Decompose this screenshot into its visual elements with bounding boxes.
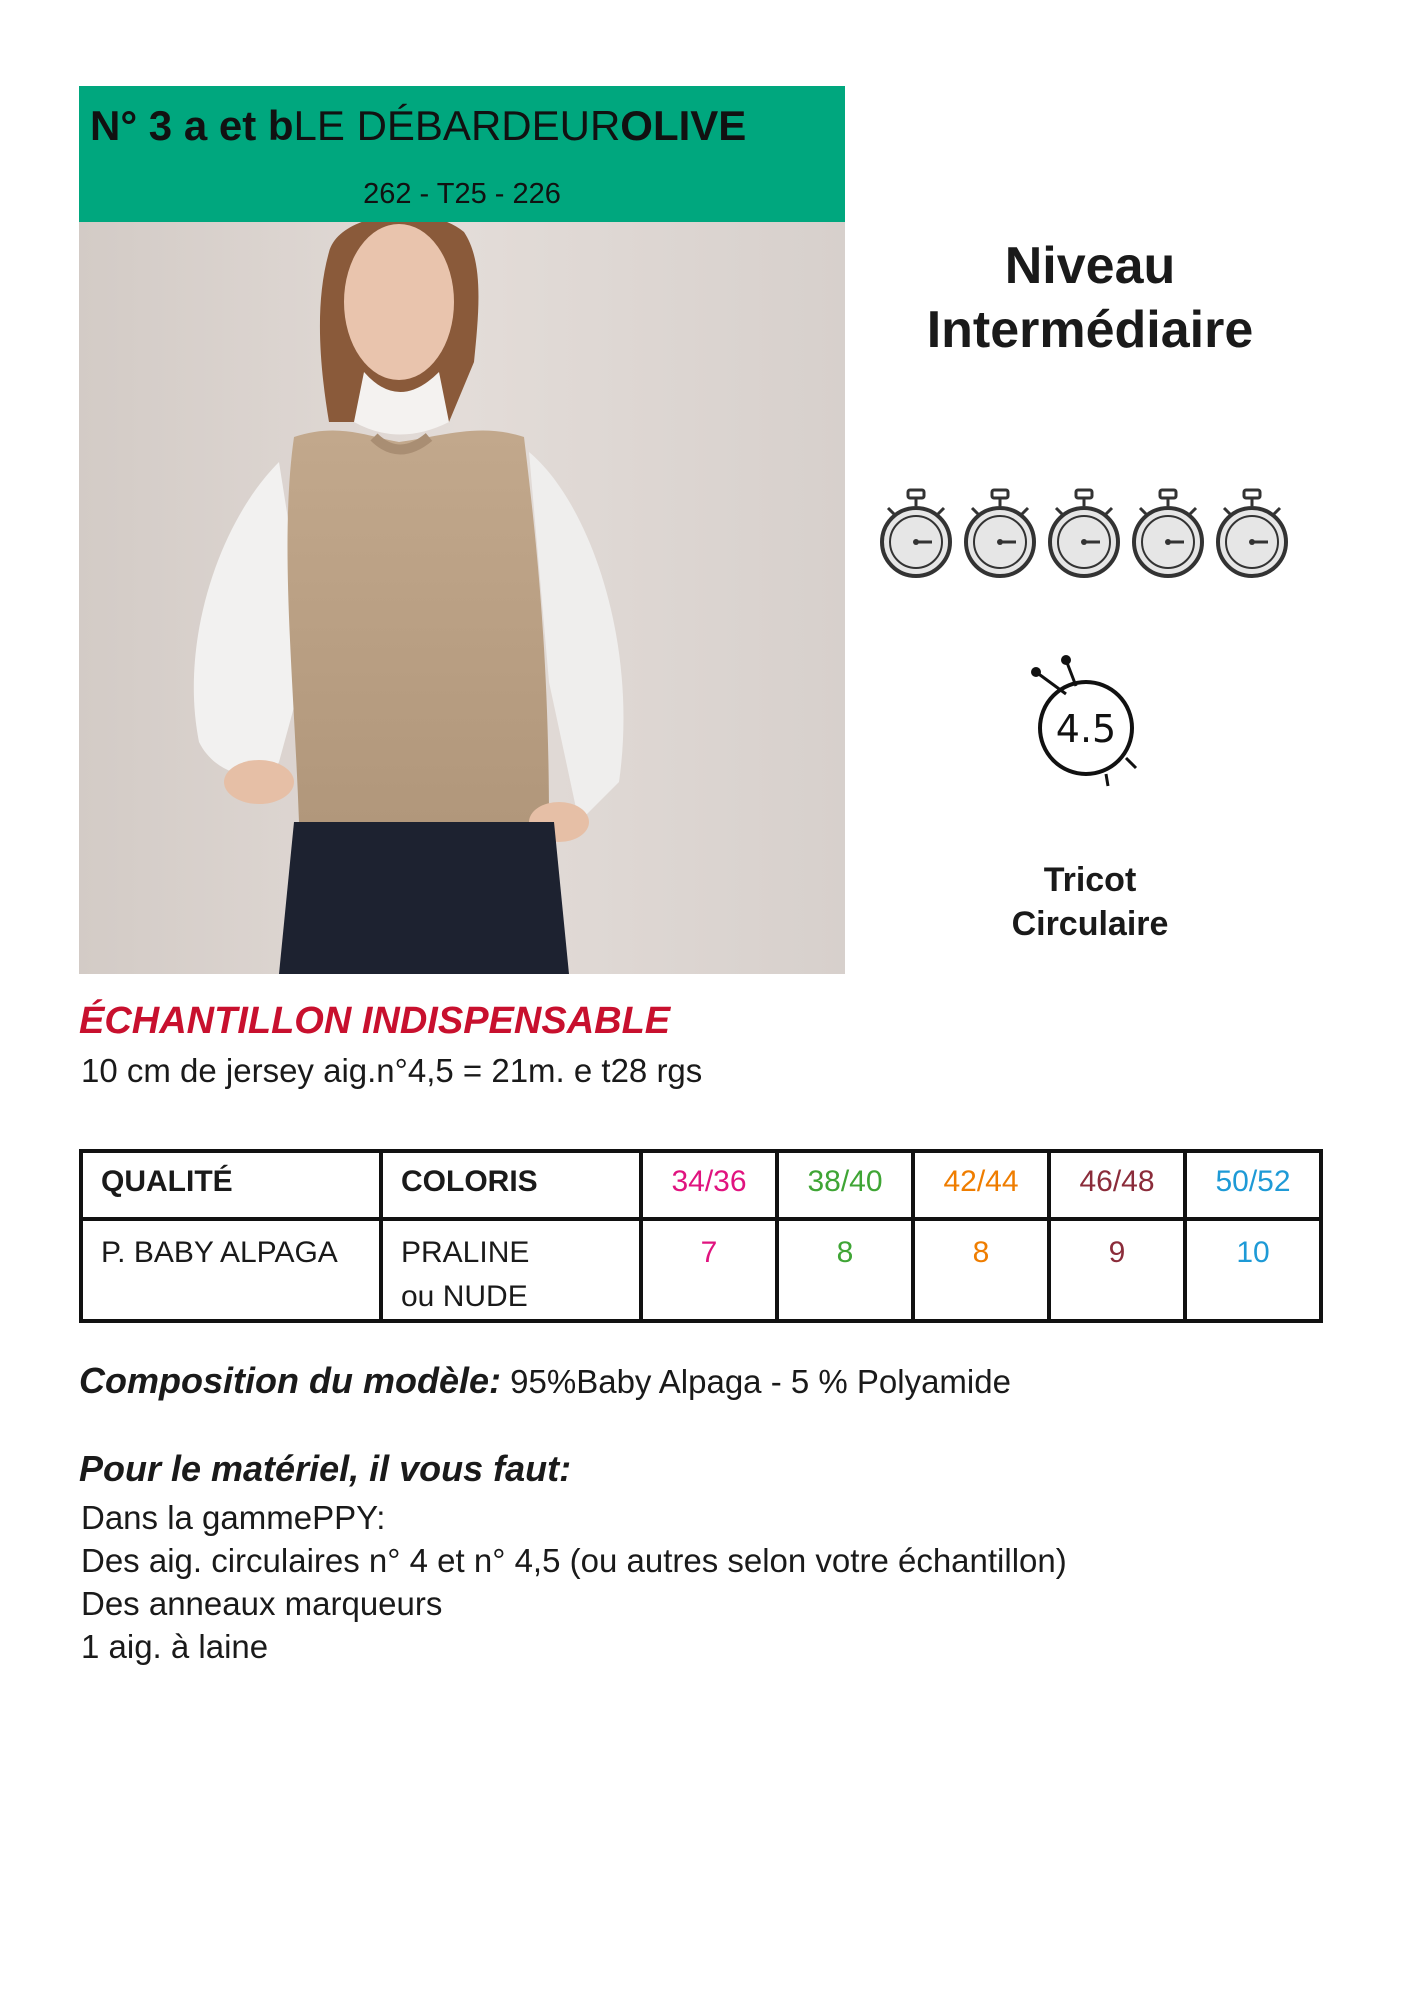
reference-codes: 262 - T25 - 226 — [363, 178, 561, 210]
list-item: Des anneaux marqueurs — [81, 1585, 443, 1622]
cell-qty: 8 — [777, 1219, 913, 1321]
pattern-number: N° 3 a et b — [90, 102, 294, 149]
header-size: 38/40 — [777, 1151, 913, 1219]
cell-color — [381, 1219, 641, 1321]
title-banner — [79, 86, 845, 222]
stopwatch-icon — [1042, 486, 1126, 582]
header-size: 50/52 — [1185, 1151, 1321, 1219]
cell-qty: 7 — [641, 1219, 777, 1321]
list-item: Des aig. circulaires n° 4 et n° 4,5 (ou autres selon votre échantillon) — [81, 1542, 1067, 1579]
material-list — [81, 1496, 1067, 1668]
header-size: 34/36 — [641, 1151, 777, 1219]
pattern-title — [90, 102, 746, 150]
gauge-title: ÉCHANTILLON INDISPENSABLE — [79, 1000, 671, 1042]
header-color: COLORIS — [381, 1151, 641, 1219]
stopwatch-icon — [1210, 486, 1294, 582]
color-option-1: PRALINE — [401, 1236, 530, 1269]
knitting-needle-icon — [1028, 650, 1148, 790]
list-item: 1 aig. à laine — [81, 1628, 269, 1665]
table-header-row — [81, 1151, 1321, 1219]
stopwatch-icon — [1126, 486, 1210, 582]
technique — [880, 858, 1300, 946]
technique-line-1: Tricot — [1043, 861, 1137, 899]
material-title: Pour le matériel, il vous faut: — [79, 1448, 572, 1489]
list-item: Dans la gammePPY: — [81, 1499, 386, 1536]
skill-level — [880, 234, 1300, 362]
difficulty-rating — [874, 486, 1294, 582]
stopwatch-icon — [958, 486, 1042, 582]
brand-name: OLIVE — [620, 102, 747, 149]
technique-line-2: Circulaire — [1011, 905, 1169, 943]
composition — [79, 1360, 1011, 1402]
skill-level-label: Niveau — [1004, 237, 1176, 295]
model-photo — [79, 222, 845, 974]
composition-label: Composition du modèle: — [79, 1360, 501, 1401]
color-option-2: ou NUDE — [401, 1280, 528, 1313]
yarn-quantity-table — [79, 1149, 1323, 1323]
header-quality: QUALITÉ — [81, 1151, 381, 1219]
table-row — [81, 1219, 1321, 1321]
cell-qty: 10 — [1185, 1219, 1321, 1321]
composition-value: 95%Baby Alpaga - 5 % Polyamide — [510, 1363, 1011, 1400]
needle-size: 4.5 — [1055, 707, 1117, 751]
header-size: 46/48 — [1049, 1151, 1185, 1219]
pattern-name: LE DÉBARDEUR — [293, 102, 621, 149]
skill-level-value: Intermédiaire — [926, 301, 1254, 359]
stopwatch-icon — [874, 486, 958, 582]
cell-quality: P. BABY ALPAGA — [81, 1219, 381, 1321]
header-size: 42/44 — [913, 1151, 1049, 1219]
gauge-text: 10 cm de jersey aig.n°4,5 = 21m. e t28 rgs — [81, 1052, 703, 1089]
cell-qty: 8 — [913, 1219, 1049, 1321]
model-photo-illustration — [79, 222, 845, 974]
cell-qty: 9 — [1049, 1219, 1185, 1321]
